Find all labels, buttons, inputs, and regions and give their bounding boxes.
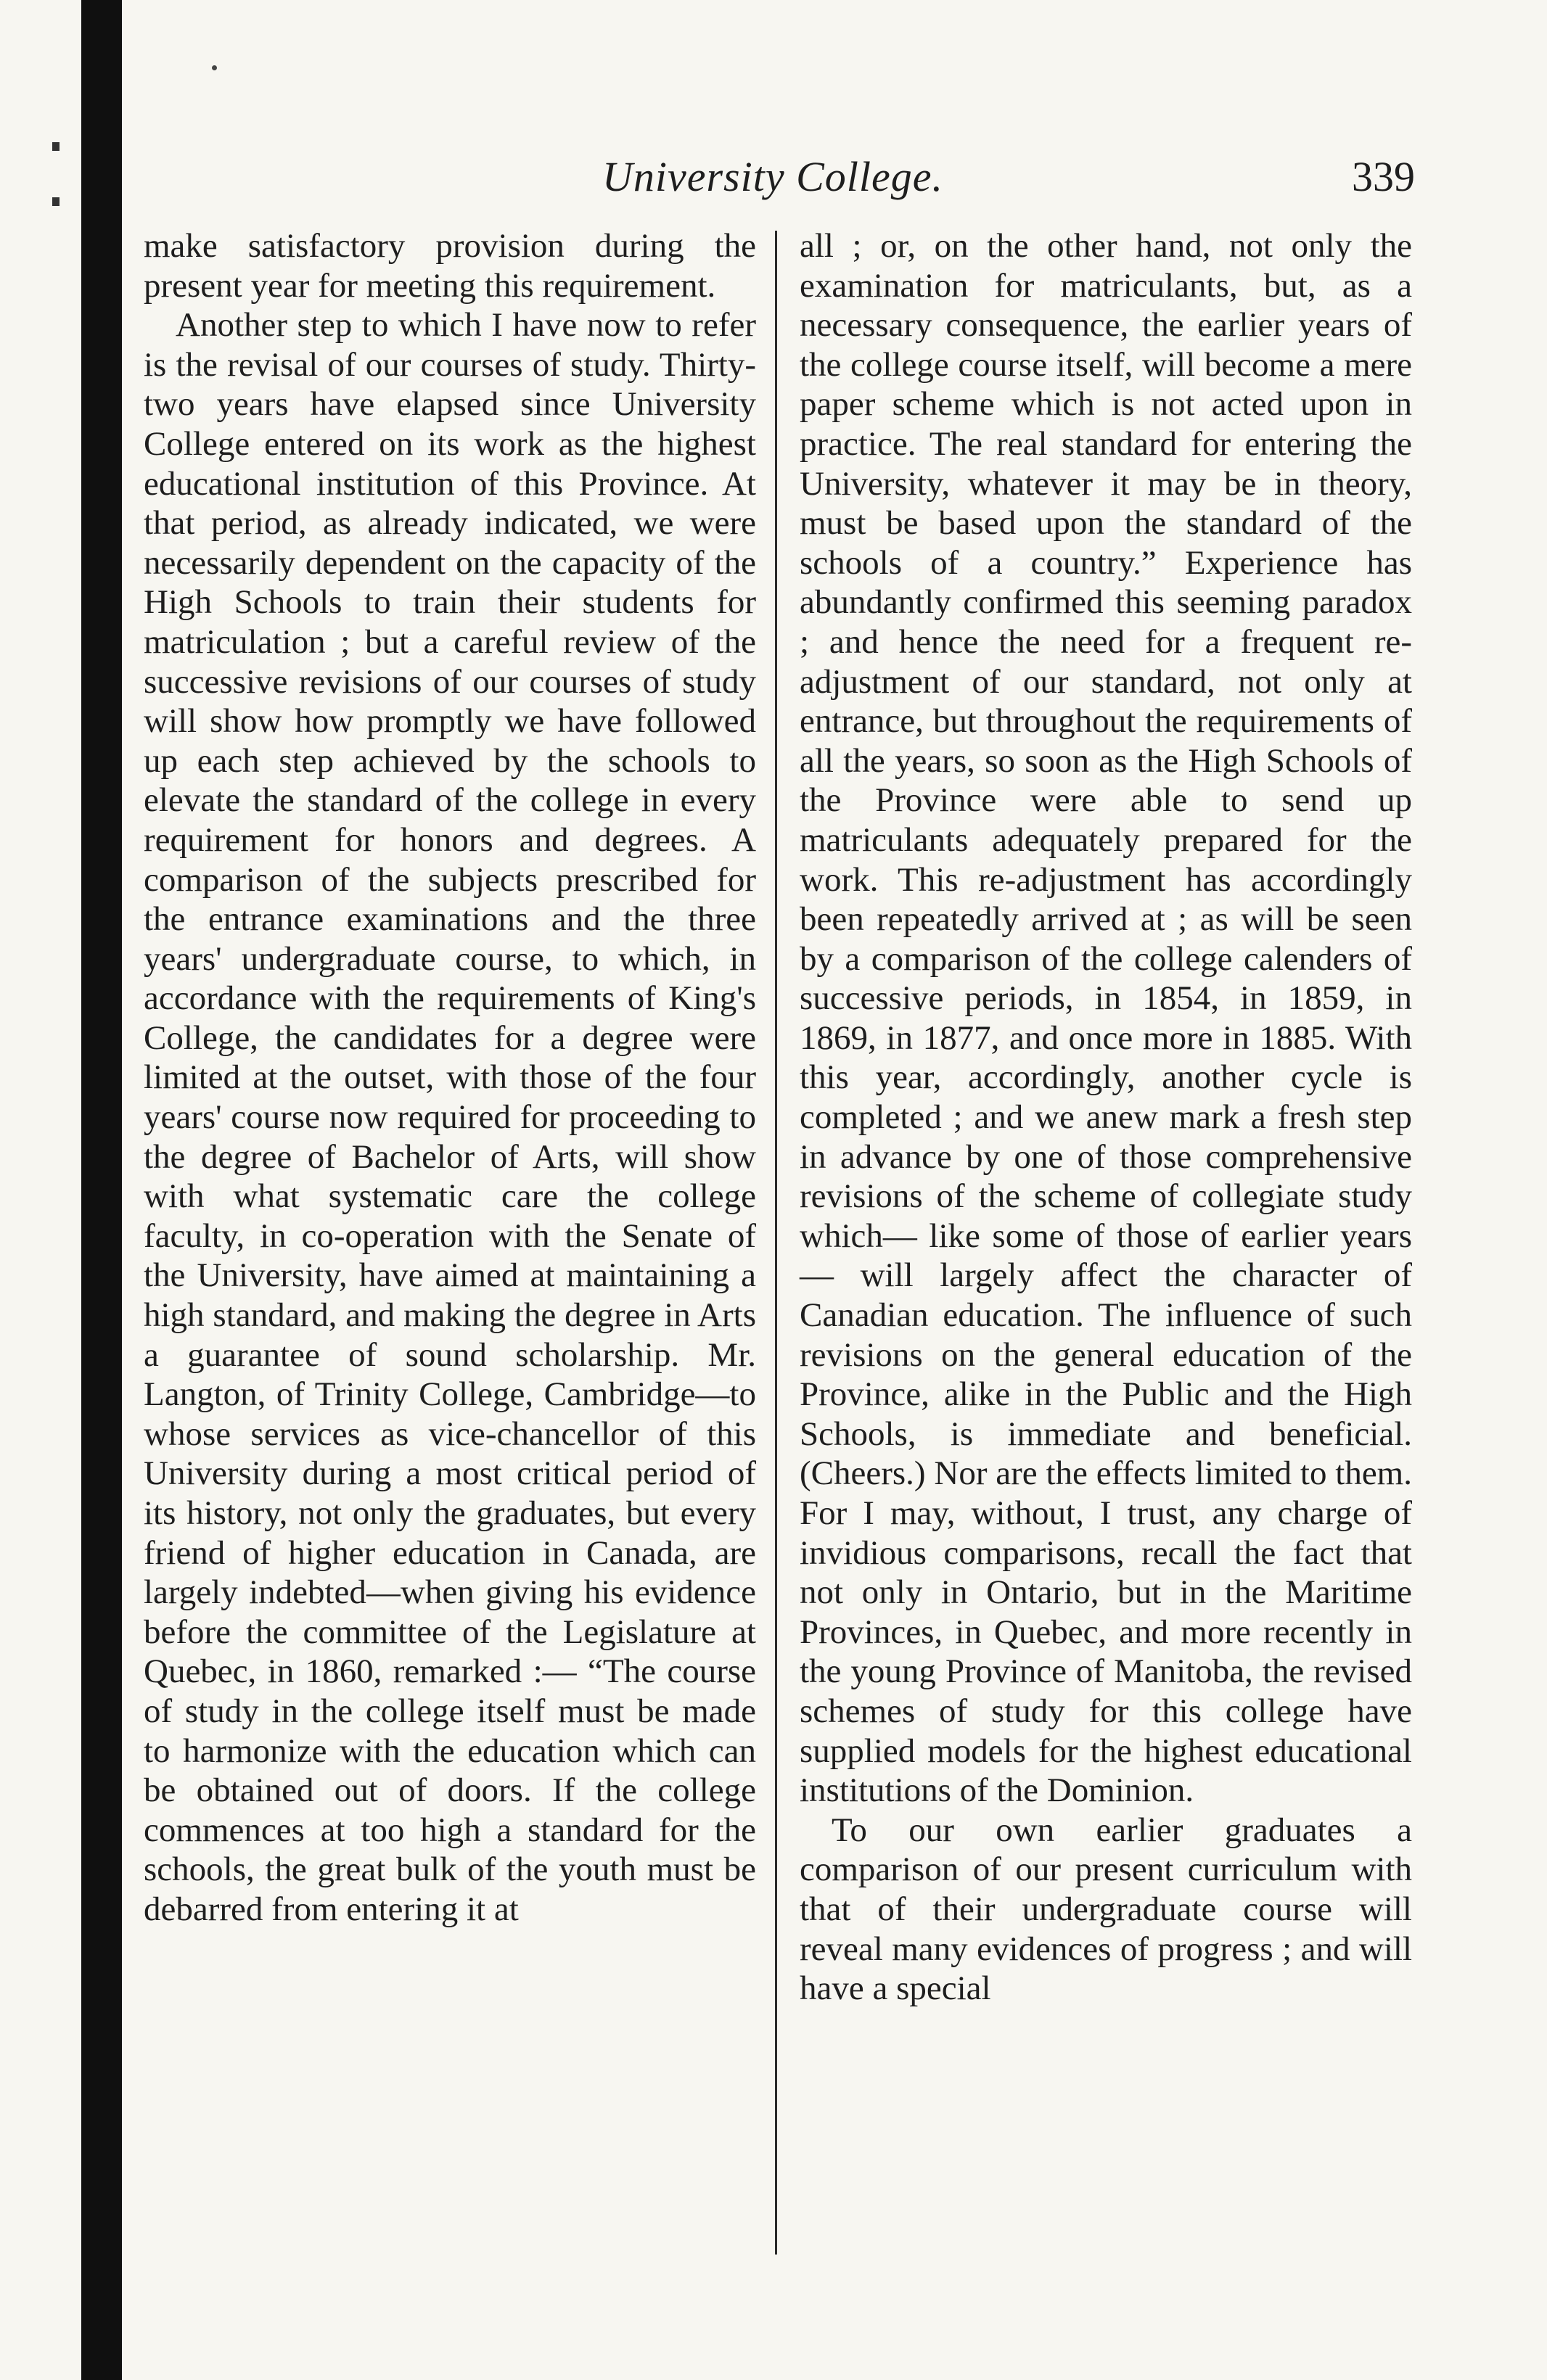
paragraph: Another step to which I have now to refer is the revisal of our courses of study. Thirty-two years have elapsed since University College entered on its work as the highest educational institution of this Province. At that period, as already indicated, we were necessarily dependent on the capacity of the High Schools to train their students for matriculation ; but a careful review of the successive revisions of our courses of study will show how promptly we have followed up each step achieved by the schools to elevate the standard of the college in every requirement for honors and degrees. A comparison of the subjects prescribed for the entrance examinations and the three years' undergraduate course, to which, in accordance with the requirements of King's College, the candidates for a degree were limited at the outset, with those of the four years' course now required for proceeding to the degree of Bachelor of Arts, will show with what systematic care the college faculty, in co-operation with the Senate of the University, have aimed at maintaining a high standard, and making the degree in Arts a guarantee of sound scholarship. Mr. Langton, of Trinity College, Cambridge—to whose services as vice-chancellor of this University during a most critical period of its history, not only the graduates, but every friend of higher education in Canada, are largely indebted—when giving his evidence before the committee of the Legislature at Quebec, in 1860, remarked :— “The course of study in the college itself must be made to harmonize with the education which can be obtained out of doors. If the college commences at too high a standard for the schools, the great bulk of the youth must be debarred from entering it at <box>144 306 756 1928</box>
speck <box>212 65 217 70</box>
paragraph: To our own earlier graduates a comparison of our present curriculum with that of their undergraduate course will reveal many evidences of progress ; and will have a special <box>800 1811 1412 2008</box>
page-header <box>138 152 1415 218</box>
running-title: University College. <box>602 153 944 200</box>
binding-mark <box>52 142 60 151</box>
page-number: 339 <box>1352 153 1415 200</box>
binding-mark <box>52 197 60 206</box>
left-column <box>144 226 756 1930</box>
right-column <box>800 226 1412 2009</box>
paragraph: all ; or, on the other hand, not only the examination for matriculants, but, as a necessary consequence, the earlier years of the college course itself, will become a mere paper scheme which is not acted upon in practice. The real standard for entering the University, whatever it may be in theory, must be based upon the standard of the schools of a country.” Experience has abundantly confirmed this seeming paradox ; and hence the need for a frequent re-adjustment of our standard, not only at entrance, but throughout the requirements of all the years, so soon as the High Schools of the Province were able to send up matriculants adequately prepared for the work. This re-adjustment has accordingly been repeatedly arrived at ; as will be seen by a comparison of the college calenders of successive periods, in 1854, in 1859, in 1869, in 1877, and once more in 1885. With this year, accordingly, another cycle is completed ; and we anew mark a fresh step in advance by one of those comprehensive revisions of the scheme of collegiate study which— like some of those of earlier years— will largely affect the character of Canadian education. The influence of such revisions on the general education of the Province, alike in the Public and the High Schools, is immediate and beneficial. (Cheers.) Nor are the effects limited to them. For I may, without, I trust, any charge of invidious comparisons, recall the fact that not only in Ontario, but in the Maritime Provinces, in Quebec, and more recently in the young Province of Manitoba, the revised schemes of study for this college have supplied models for the highest educational institutions of the Dominion. <box>800 227 1412 1810</box>
column-rule <box>775 231 777 2255</box>
binding-edge <box>81 0 122 2380</box>
paragraph: make satisfactory provision during the present year for meeting this requirement. <box>144 227 756 305</box>
